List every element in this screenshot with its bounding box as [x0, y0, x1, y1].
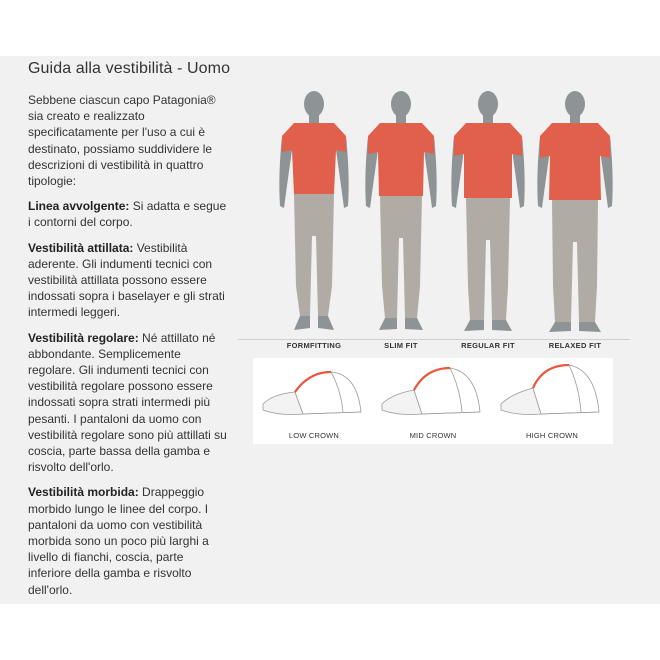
fit-descriptions: [28, 60, 231, 607]
intro-text: Sebbene ciascun capo Patagonia® sia creato e realizzato specificatamente per l'uso a cui è destinato, possiamo suddividere le descrizioni di vestibilità in quattro tipologie:: [28, 93, 216, 189]
mannequin-slim-fit-icon: [357, 86, 445, 336]
cap-low-crown: [259, 364, 369, 422]
cap-mid-crown-icon: [378, 364, 488, 422]
cap-high-crown: [497, 364, 607, 422]
fit-desc: Drappeggio morbido lungo le linee del corpo. I pantaloni da uomo con vestibilità morbida sono un poco più larghi a livello di fianchi, coscia, parte inferiore della gamba e risvolto dell'orlo.: [28, 485, 209, 597]
page-title: Guida alla vestibilità - Uomo: [28, 60, 231, 77]
fit-desc: Vestibilità aderente. Gli indumenti tecnici con vestibilità attillata possono essere indossati sopra i baselayer e gli strati intermedi leggeri.: [28, 240, 225, 320]
fit-desc: Si adatta e segue i contorni del corpo.: [28, 199, 227, 230]
fit-desc: Né attillato né abbondante. Semplicemente regolare. Gli indumenti tecnici con vestibilità regolare possono essere indossati sopra strati intermedi più pesanti. I pantaloni da uomo con vestibilità regolare sono più attillati su coscia, parte bassa della gamba e risvolto dell'orlo.: [28, 330, 227, 475]
fit-formfitting: [28, 198, 228, 230]
fit-regular: [28, 330, 228, 476]
mannequin-formfitting-icon: [270, 86, 358, 336]
figure-label: FORMFITTING: [286, 341, 342, 350]
figure-label: SLIM FIT: [384, 341, 418, 350]
fit-guide-panel: [0, 56, 660, 604]
figure-formfitting: [270, 86, 358, 346]
fit-term: Vestibilità morbida:: [28, 485, 139, 500]
figure-regular-fit: [444, 86, 532, 346]
fit-term: Vestibilità attillata:: [28, 240, 134, 255]
section-divider: [238, 339, 630, 340]
cap-high-crown-icon: [497, 364, 607, 422]
figure-relaxed-fit: [531, 86, 619, 346]
cap-label: MID CROWN: [409, 431, 457, 440]
figure-slim-fit: [357, 86, 445, 346]
figure-label: REGULAR FIT: [461, 341, 515, 350]
fit-relaxed: [28, 484, 228, 597]
mannequin-regular-fit-icon: [444, 86, 532, 336]
fit-term: Linea avvolgente:: [28, 199, 130, 214]
cap-mid-crown: [378, 364, 488, 422]
fit-term: Vestibilità regolare:: [28, 330, 139, 345]
mannequin-relaxed-fit-icon: [531, 86, 619, 336]
cap-crowns: [253, 358, 613, 444]
figure-label: RELAXED FIT: [548, 341, 602, 350]
cap-low-crown-icon: [259, 364, 369, 422]
cap-label: HIGH CROWN: [526, 431, 578, 440]
cap-label: LOW CROWN: [288, 431, 340, 440]
fit-figures: [260, 86, 620, 366]
fit-slim: [28, 240, 228, 321]
